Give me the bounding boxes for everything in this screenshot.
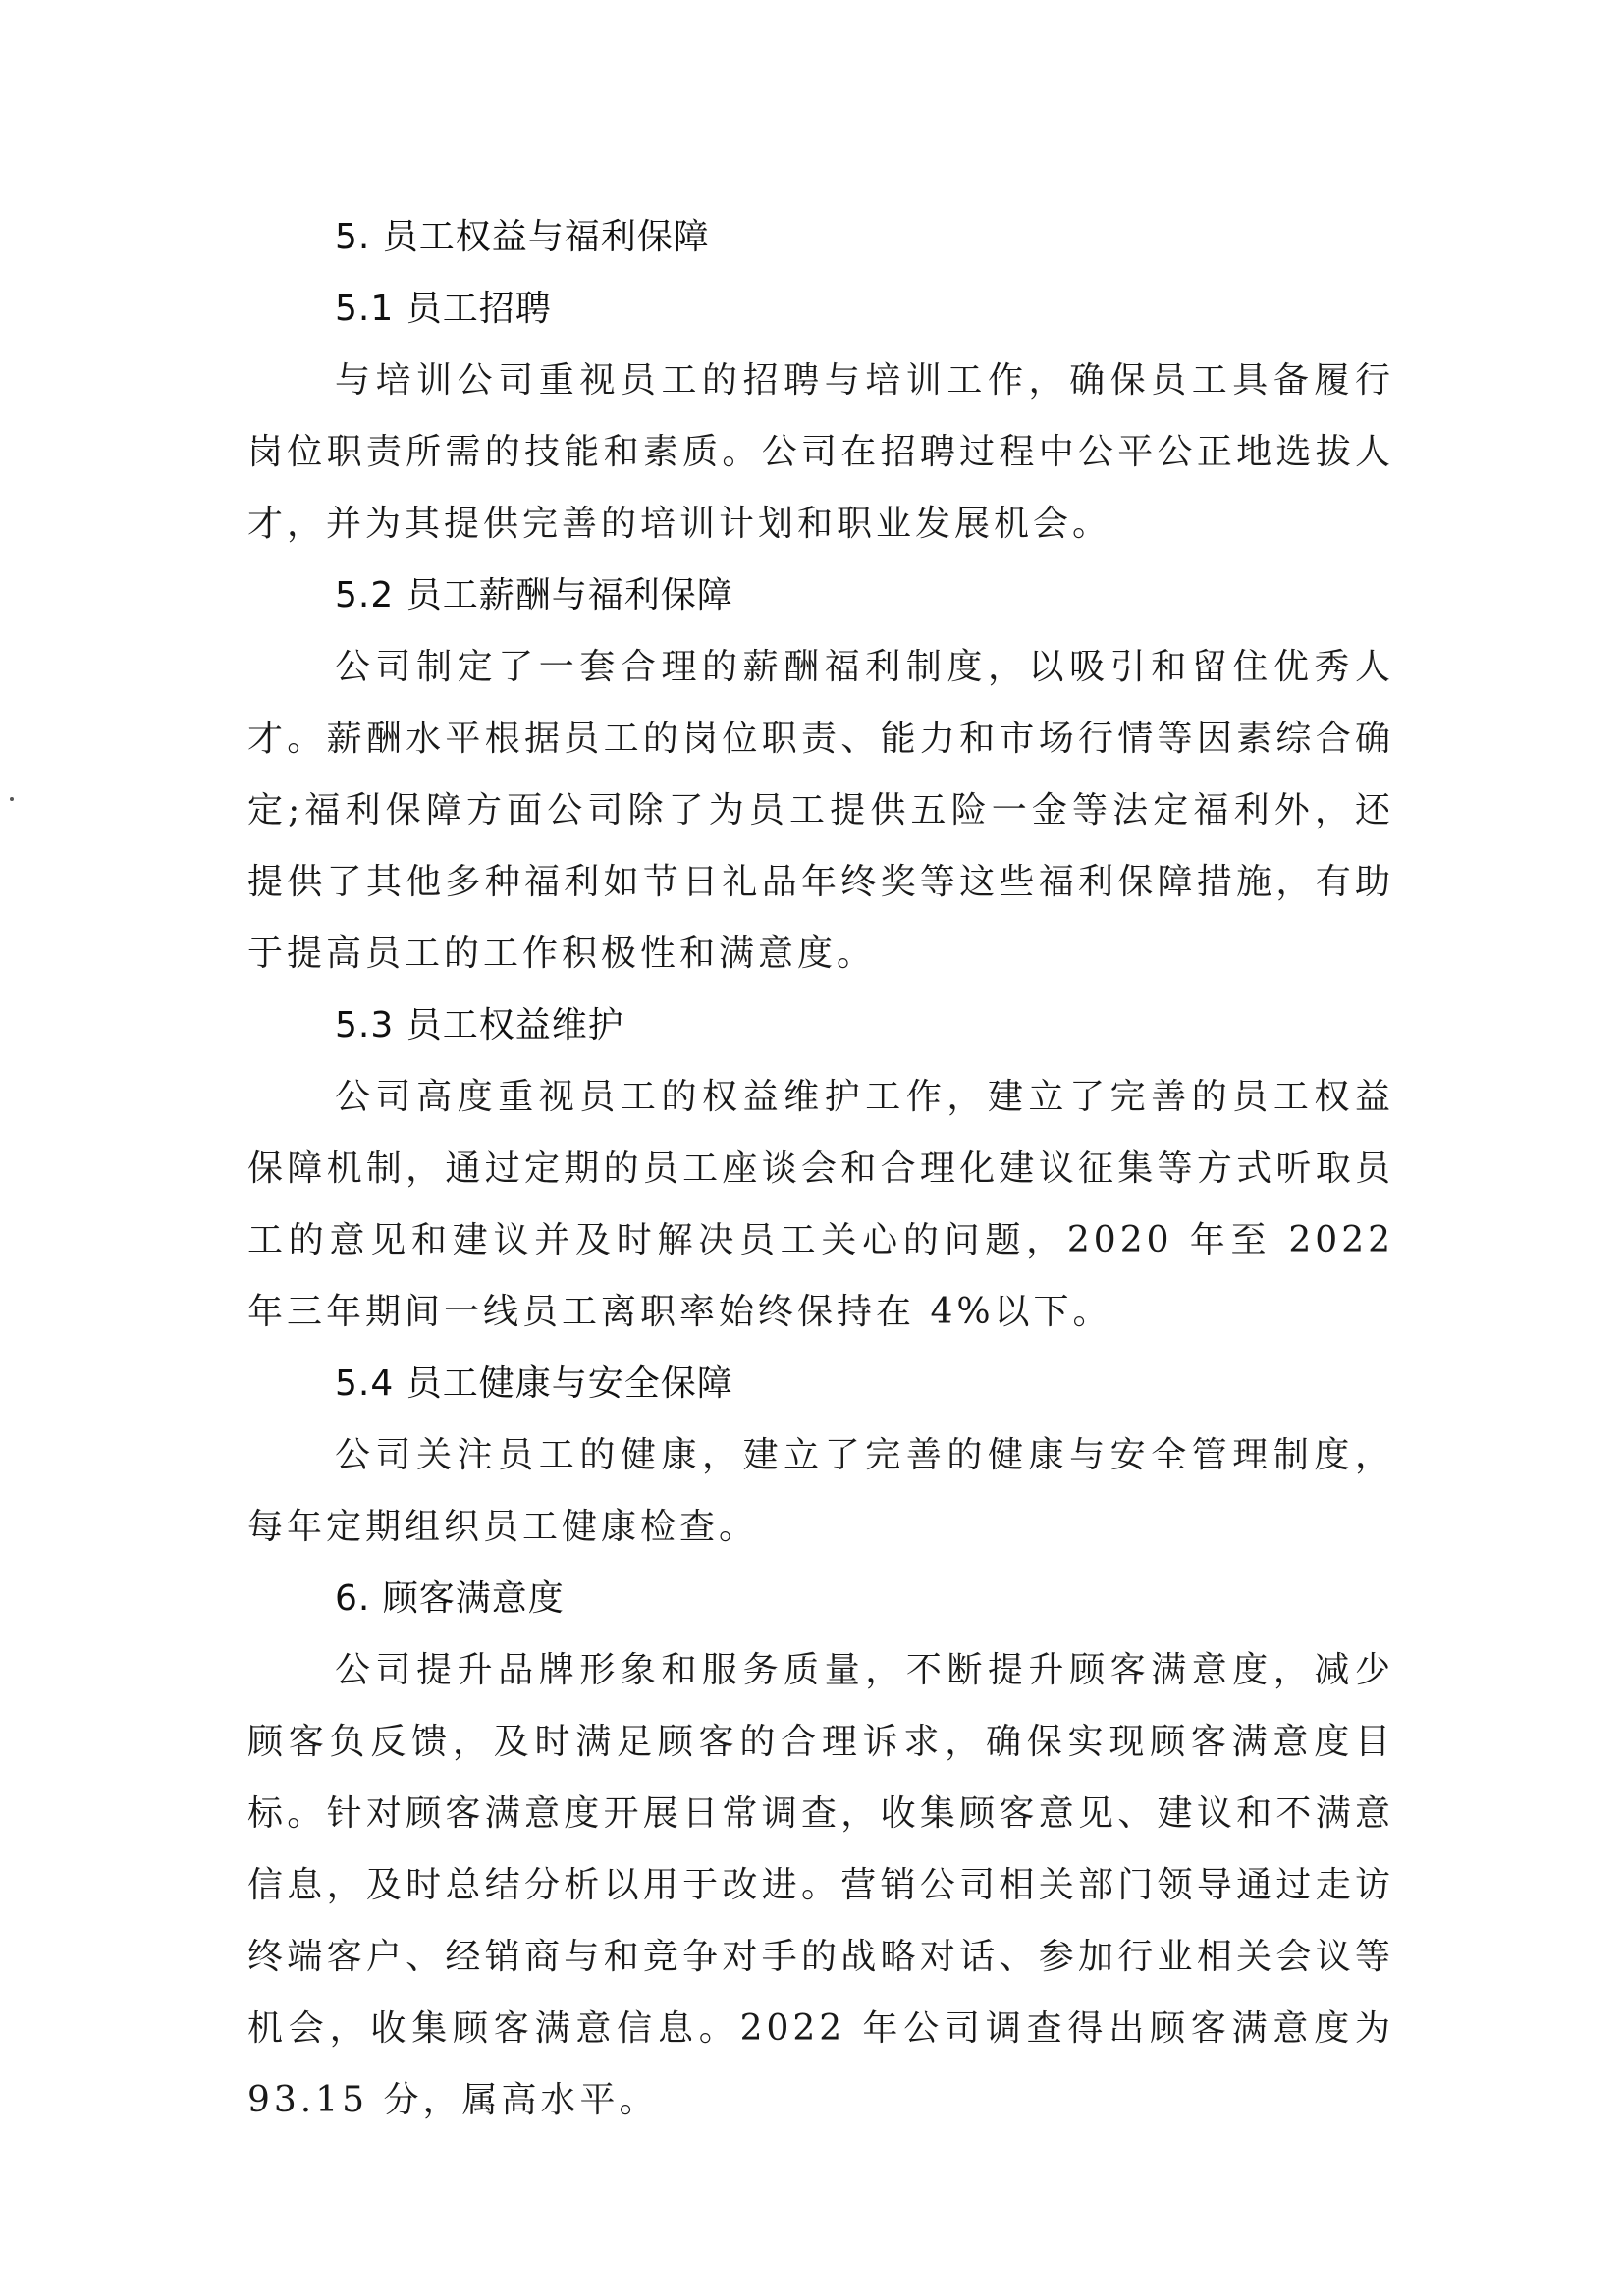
- paragraph-rights: 公司高度重视员工的权益维护工作，建立了完善的员工权益保障机制，通过定期的员工座谈会和合理化建议征集等方式听取员工的意见和建议并及时解决员工关心的问题，2020 年至 2022 年三年期间一线员工离职率始终保持在 4%以下。: [247, 1077, 1394, 1332]
- section-heading-5-1: 5.1 员工招聘: [335, 289, 552, 329]
- paragraph-health: 公司关注员工的健康，建立了完善的健康与安全管理制度，每年定期组织员工健康检查。: [247, 1435, 1394, 1547]
- paragraph-recruitment: 与培训公司重视员工的招聘与培训工作，确保员工具备履行岗位职责所需的技能和素质。公司在招聘过程中公平公正地选拔人才，并为其提供完善的培训计划和职业发展机会。: [247, 360, 1394, 544]
- scan-speck: [10, 797, 14, 801]
- document-body: [247, 201, 1394, 2136]
- section-heading-6: 6. 顾客满意度: [335, 1578, 565, 1619]
- section-heading-5: 5. 员工权益与福利保障: [335, 217, 710, 257]
- section-heading-5-3: 5.3 员工权益维护: [335, 1005, 624, 1045]
- paragraph-customer-satisfaction: 公司提升品牌形象和服务质量，不断提升顾客满意度，减少顾客负反馈，及时满足顾客的合理诉求，确保实现顾客满意度目标。针对顾客满意度开展日常调查，收集顾客意见、建议和不满意信息，及时总结分析以用于改进。营销公司相关部门领导通过走访终端客户、经销商与和竞争对手的战略对话、参加行业相关会议等机会，收集顾客满意信息。2022 年公司调查得出顾客满意度为 93.15 分，属高水平。: [247, 1650, 1394, 2120]
- section-heading-5-2: 5.2 员工薪酬与福利保障: [335, 575, 733, 615]
- section-heading-5-4: 5.4 员工健康与安全保障: [335, 1363, 733, 1404]
- paragraph-compensation: 公司制定了一套合理的薪酬福利制度，以吸引和留住优秀人才。薪酬水平根据员工的岗位职责、能力和市场行情等因素综合确定;福利保障方面公司除了为员工提供五险一金等法定福利外，还提供了其他多种福利如节日礼品年终奖等这些福利保障措施，有助于提高员工的工作积极性和满意度。: [247, 647, 1394, 974]
